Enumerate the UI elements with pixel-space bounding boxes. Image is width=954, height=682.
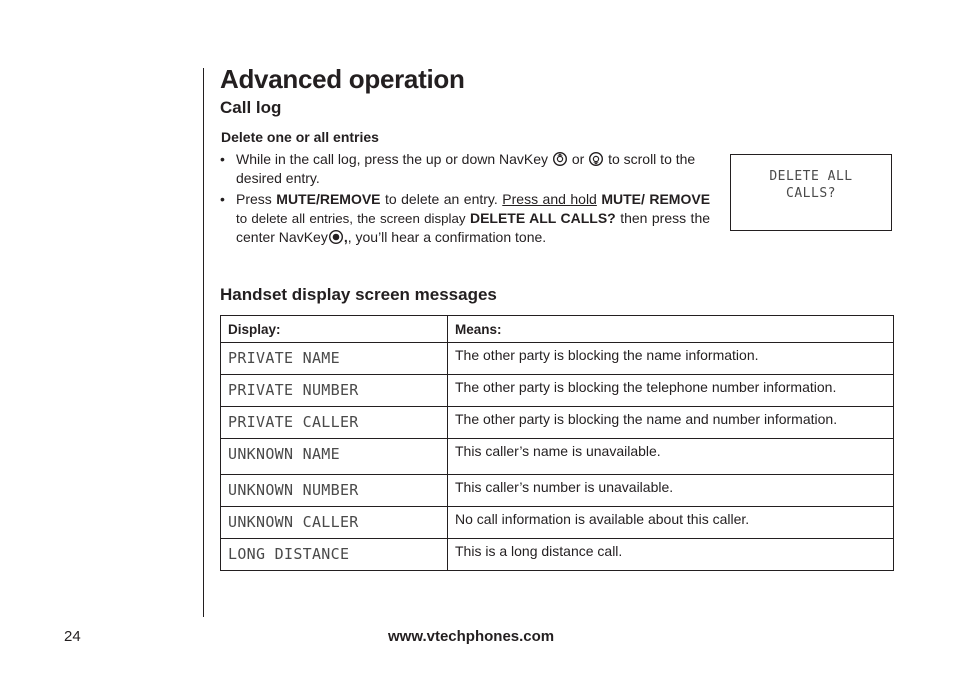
display-text-delete-all: DELETE ALL CALLS? — [469, 209, 616, 226]
means-cell: This caller’s name is unavailable. — [448, 439, 894, 475]
margin-rule — [203, 68, 204, 617]
display-cell: PRIVATE CALLER — [221, 407, 448, 439]
table-header-row — [221, 316, 894, 343]
key-mute-remove-hold: MUTE/ REMOVE — [601, 191, 711, 207]
section-heading-delete: Delete one or all entries — [221, 129, 379, 145]
table-row — [221, 539, 894, 571]
means-cell: No call information is available about this caller. — [448, 507, 894, 539]
means-cell: This caller’s number is unavailable. — [448, 475, 894, 507]
navkey-up-icon — [553, 152, 567, 166]
page-title: Advanced operation — [220, 64, 465, 94]
delete-instructions — [220, 150, 710, 247]
display-cell: PRIVATE NAME — [221, 343, 448, 375]
means-cell: The other party is blocking the name information. — [448, 343, 894, 375]
table-row — [221, 507, 894, 539]
means-cell: The other party is blocking the name and number information. — [448, 407, 894, 439]
display-cell: PRIVATE NUMBER — [221, 375, 448, 407]
navkey-center-icon — [329, 230, 343, 244]
footer-url: www.vtechphones.com — [388, 628, 555, 645]
table-row — [221, 407, 894, 439]
display-cell: UNKNOWN NUMBER — [221, 475, 448, 507]
table-row — [221, 343, 894, 375]
bullet-delete: • Press MUTE/REMOVE to delete an entry. Press and hold MUTE/ REMOVE to delete all entries, the screen display DELETE ALL CALLS? then press the center NavKey ,, you’ll hear a confirmation tone. — [220, 191, 711, 245]
page-subtitle: Call log — [220, 98, 282, 117]
bullet-scroll: • While in the call log, press the up or down NavKey or to scroll to the desired entry. — [220, 151, 696, 186]
display-messages-table — [220, 315, 894, 571]
display-cell: UNKNOWN CALLER — [221, 507, 448, 539]
handset-screen-display — [730, 154, 892, 231]
page-number: 24 — [64, 628, 81, 645]
screen-line-1: DELETE ALL — [769, 169, 853, 184]
navkey-down-icon — [589, 152, 603, 166]
screen-line-2: CALLS? — [786, 186, 836, 201]
display-cell: LONG DISTANCE — [221, 539, 448, 571]
means-cell: This is a long distance call. — [448, 539, 894, 571]
bullet-dot: • — [220, 191, 225, 207]
means-cell: The other party is blocking the telephone number information. — [448, 375, 894, 407]
section-heading-messages: Handset display screen messages — [220, 285, 497, 304]
column-header-display: Display: — [221, 316, 448, 343]
table-row — [221, 439, 894, 475]
table-row — [221, 475, 894, 507]
bullet-dot: • — [220, 151, 225, 167]
key-mute-remove: MUTE/REMOVE — [276, 191, 381, 207]
display-cell: UNKNOWN NAME — [221, 439, 448, 475]
column-header-means: Means: — [448, 316, 894, 343]
table-row — [221, 375, 894, 407]
